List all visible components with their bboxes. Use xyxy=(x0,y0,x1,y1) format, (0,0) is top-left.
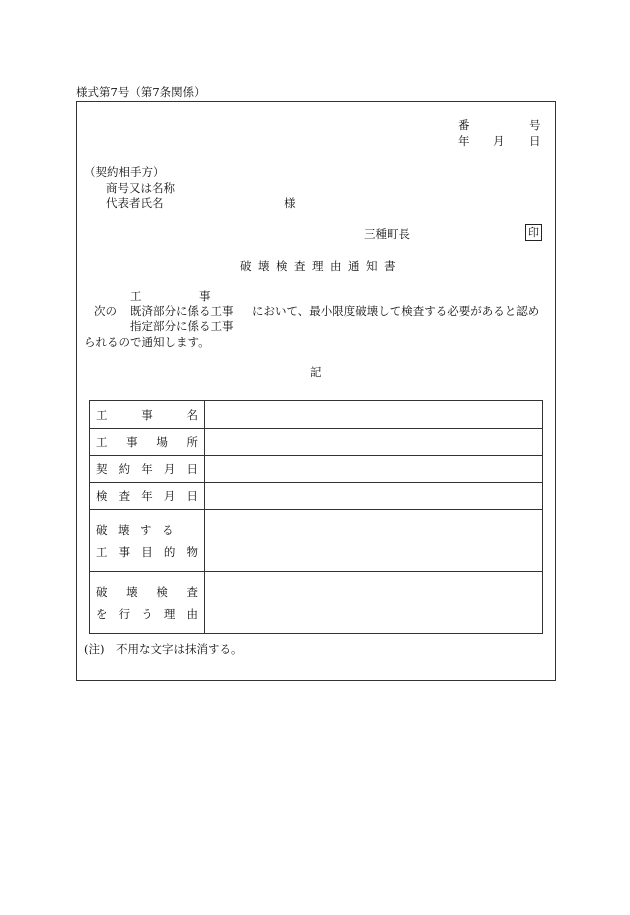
label-char: 物 xyxy=(186,544,198,559)
row-label-inspection-date xyxy=(90,483,205,510)
label-char: 所 xyxy=(186,435,198,449)
issuer-name: 三種町長 xyxy=(364,227,410,241)
label-char: 月 xyxy=(163,462,176,476)
label-char: 壊 xyxy=(118,522,130,537)
table-row xyxy=(90,401,543,429)
representative-label: 代表者氏名 xyxy=(106,196,164,210)
label-char: 工 xyxy=(96,544,108,559)
choice-designated-part: 指定部分に係る工事 xyxy=(130,319,234,333)
label-char: 場 xyxy=(156,435,168,449)
table-row xyxy=(90,429,543,456)
label-char: 理 xyxy=(163,606,176,621)
date-year-label: 年 xyxy=(458,134,470,148)
choice-construction: 工 事 xyxy=(130,289,211,303)
honorific-sama: 様 xyxy=(284,196,296,210)
number-label-ban: 番 xyxy=(458,118,470,132)
contract-party-label: （契約相手方） xyxy=(84,165,165,179)
label-char: 名 xyxy=(186,407,198,422)
label-char: 検 xyxy=(96,489,108,503)
label-char: る xyxy=(162,522,174,537)
label-char: を xyxy=(96,606,108,621)
row-label-construction-name xyxy=(90,401,205,429)
label-char: 査 xyxy=(118,489,131,503)
label-char: 由 xyxy=(186,606,198,621)
table-row xyxy=(90,572,543,634)
label-char: 破 xyxy=(96,522,108,537)
table-row xyxy=(90,483,543,510)
label-char: 事 xyxy=(126,435,138,449)
seal-mark: 印 xyxy=(525,224,542,241)
label-char: 年 xyxy=(141,462,153,476)
table-row xyxy=(90,456,543,483)
choice-completed-part: 既済部分に係る工事 xyxy=(130,304,234,318)
label-char: 壊 xyxy=(126,584,138,599)
label-char: 年 xyxy=(141,489,153,503)
label-char: 行 xyxy=(118,606,131,621)
value-cell-construction-site[interactable] xyxy=(205,429,543,456)
label-char: 月 xyxy=(163,489,176,503)
value-cell-destroyed-object[interactable] xyxy=(205,510,543,572)
label-char: 約 xyxy=(118,462,131,476)
date-month-label: 月 xyxy=(493,134,505,148)
label-char: 工 xyxy=(96,435,108,449)
row-label-construction-site xyxy=(90,429,205,456)
body-prefix: 次の xyxy=(94,304,117,318)
label-char: 事 xyxy=(118,544,131,559)
label-char: 日 xyxy=(186,462,198,476)
table-row xyxy=(90,510,543,572)
label-char: 目 xyxy=(141,544,153,559)
document-title: 破壊検査理由通知書 xyxy=(240,259,402,273)
value-cell-construction-name[interactable] xyxy=(205,401,543,429)
form-id: 様式第7号（第7条関係） xyxy=(76,85,206,99)
label-char: す xyxy=(140,522,152,537)
body-tail-text: られるので通知します。 xyxy=(84,335,210,349)
label-char: 的 xyxy=(163,544,176,559)
company-name-label: 商号又は名称 xyxy=(106,181,175,195)
label-char: う xyxy=(141,606,153,621)
value-cell-inspection-reason[interactable] xyxy=(205,572,543,634)
label-char: 検 xyxy=(156,584,168,599)
row-label-inspection-reason xyxy=(90,572,205,634)
label-char: 日 xyxy=(186,489,198,503)
record-table xyxy=(89,400,543,634)
value-cell-contract-date[interactable] xyxy=(205,456,543,483)
value-cell-inspection-date[interactable] xyxy=(205,483,543,510)
footnote: (注) 不用な文字は抹消する。 xyxy=(84,642,243,656)
label-char: 査 xyxy=(186,584,198,599)
row-label-destroyed-object xyxy=(90,510,205,572)
row-label-contract-date xyxy=(90,456,205,483)
label-char: 工 xyxy=(96,407,108,422)
date-day-label: 日 xyxy=(529,134,541,148)
number-label-go: 号 xyxy=(529,118,541,132)
ki-heading: 記 xyxy=(310,365,322,379)
label-char: 契 xyxy=(96,462,108,476)
label-char: 破 xyxy=(96,584,108,599)
body-main-text: において、最小限度破壊して検査する必要があると認め xyxy=(252,304,540,318)
label-char: 事 xyxy=(141,407,153,422)
